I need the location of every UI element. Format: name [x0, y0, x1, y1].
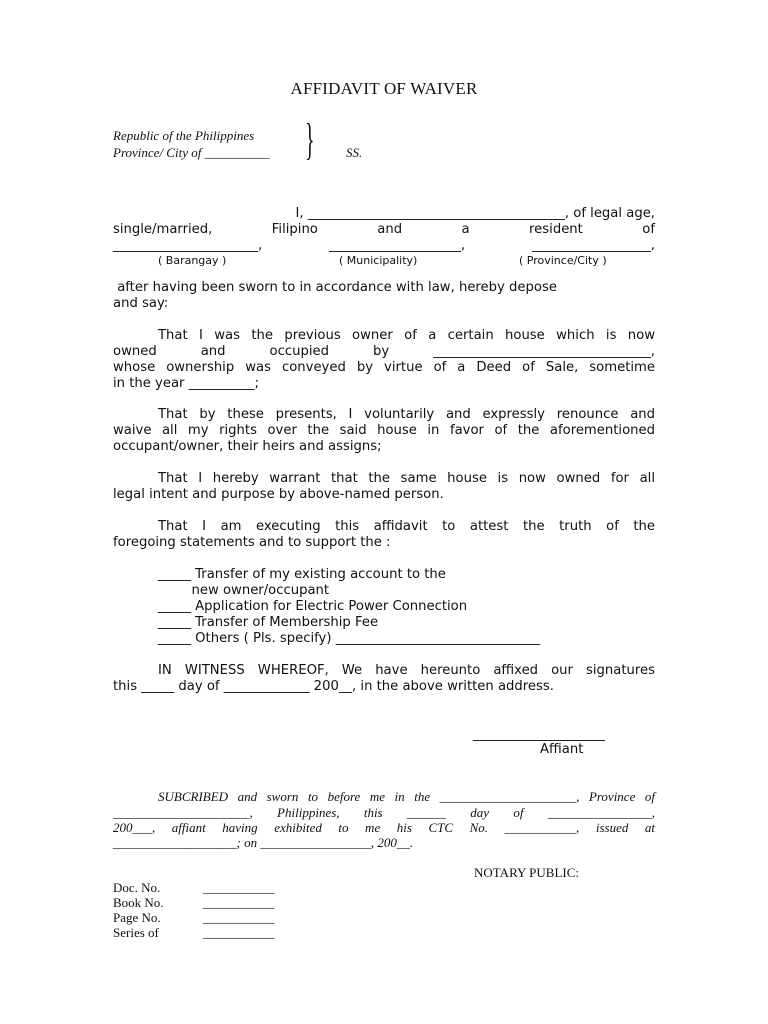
document-title: AFFIDAVIT OF WAIVER	[290, 79, 478, 98]
intro-status-word: and	[377, 222, 403, 237]
affiant-label: Affiant	[540, 742, 584, 757]
jurat-line4: ___________________; on _________________, 200__.	[113, 835, 414, 850]
para3-line1: That I hereby warrant that the same house is now owned for all	[158, 471, 655, 486]
para2-line1: That by these presents, I voluntarily and expressly renounce and	[158, 407, 655, 422]
label-barangay: ( Barangay )	[158, 254, 227, 267]
venue-brace: }	[305, 115, 315, 164]
intro-status-word: a	[461, 222, 470, 237]
para2-line3: occupant/owner, their heirs and assigns;	[113, 439, 382, 454]
para1-line2: owned and occupied by _________________________________,	[113, 344, 655, 359]
intro-status-line	[113, 222, 655, 238]
para2-line2: waive all my rights over the said house in favor of the aforementioned	[113, 423, 655, 438]
intro-name-line: I, _______________________________________, of legal age,	[295, 206, 655, 221]
option-transfer-account-cont: new owner/occupant	[158, 583, 330, 598]
jurat-line3: 200___, affiant having exhibited to me his CTC No. ___________, issued at	[113, 820, 655, 835]
address-blank-barangay: ______________________,	[113, 238, 263, 253]
para3-line2: legal intent and purpose by above-named person.	[113, 487, 444, 502]
label-municipality: ( Municipality)	[339, 254, 418, 267]
option-transfer-account: _____ Transfer of my existing account to the	[158, 567, 446, 582]
registry-page-blank: ___________	[203, 910, 275, 925]
witness-line1: IN WITNESS WHEREOF, We have hereunto affixed our signatures	[158, 663, 655, 678]
registry-page-label: Page No.	[113, 910, 161, 925]
intro-status-word: single/married,	[113, 222, 213, 237]
venue-province-city: Province/ City of __________	[113, 145, 270, 160]
intro-address-line	[113, 238, 655, 254]
para1-line3: whose ownership was conveyed by virtue of a Deed of Sale, sometime	[113, 360, 655, 375]
intro-status-word: of	[642, 222, 655, 237]
label-province-city: ( Province/City )	[519, 254, 607, 267]
para4-line1: That I am executing this affidavit to attest the truth of the	[158, 519, 655, 534]
intro-deposition-1: after having been sworn to in accordance with law, hereby depose	[113, 280, 557, 295]
intro-status-word: resident	[529, 222, 583, 237]
intro-status-word: Filipino	[271, 222, 318, 237]
para4-line2: foregoing statements and to support the :	[113, 535, 391, 550]
registry-book-label: Book No.	[113, 895, 164, 910]
option-electric-connection: _____ Application for Electric Power Connection	[158, 599, 468, 614]
notary-public-label: NOTARY PUBLIC:	[474, 865, 580, 880]
registry-doc-label: Doc. No.	[113, 880, 161, 895]
jurat-line1: SUBCRIBED and sworn to before me in the _____________________, Province of	[158, 789, 655, 804]
registry-doc-blank: ___________	[203, 880, 275, 895]
jurat-line2: _____________________, Philippines, this ______ day of ________________,	[113, 805, 655, 820]
option-membership-fee: _____ Transfer of Membership Fee	[158, 615, 379, 630]
affiant-signature-line: ____________________	[473, 727, 605, 742]
registry-book-blank: ___________	[203, 895, 275, 910]
registry-series-label: Series of	[113, 925, 159, 940]
address-blank-municipality: ____________________,	[329, 238, 466, 253]
para1-line1: That I was the previous owner of a certain house which is now	[158, 328, 655, 343]
venue-country: Republic of the Philippines	[113, 128, 255, 143]
address-blank-province: __________________,	[532, 238, 655, 253]
registry-series-blank: ___________	[203, 925, 275, 940]
para1-line4: in the year __________;	[113, 376, 260, 391]
option-others: _____ Others ( Pls. specify) _______________________________	[158, 631, 541, 646]
intro-deposition-2: and say:	[113, 296, 169, 311]
witness-line2: this _____ day of _____________ 200__, in the above written address.	[113, 679, 554, 694]
venue-ss: SS.	[346, 145, 363, 160]
